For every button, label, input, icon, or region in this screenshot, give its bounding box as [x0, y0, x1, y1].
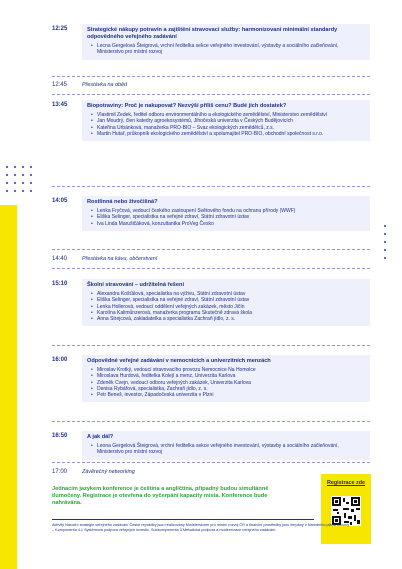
divider [52, 462, 370, 463]
divider [52, 268, 370, 269]
session-title: Strategické nákupy potravin a zajištění stravovací služby: harmonizovaní minimální standardy odpovědného veřejného zadávání [87, 27, 338, 40]
speaker-item: • Denisa Rybářová, specialistka, Zachraň jídlo, z. s. [87, 386, 365, 392]
speaker-item: • Lenka Hollerová, vedoucí oddělení veřejných zakázek, město Jičín [87, 304, 365, 310]
session-block [82, 196, 370, 231]
registration-link[interactable]: Registrace zde [326, 480, 366, 486]
time-label: 15:10 [52, 281, 68, 287]
time-label: 16:00 [52, 357, 68, 363]
session-block [82, 431, 370, 460]
speaker-item: • Karolína Kalimůnzerová, manažerka programu Skutečně zdravá škola [87, 310, 365, 316]
qr-code-icon[interactable] [331, 496, 361, 526]
time-label: 12:45 [52, 82, 68, 88]
speaker-item: • Leona Gergelová Šteigrová, vrchní ředitelka sekce veřejného investování, výstavby a sociálního začleňování, Ministerstvo pro místní rozvoj [87, 443, 365, 456]
speaker-item: • Lecna Gergelová Šteigrová, vrchní ředitelka sekce veřejného investování, výstavby a sociálního začleňování, Ministerstvo pro místní rozvoj [87, 43, 365, 56]
speaker-item: • Iva Linda Marušičáková, konzultantka ProVeg Česko [87, 221, 365, 227]
speaker-item: • Jan Moudrý, člen katedry agroekosystémů, Jihočeská univerzita v Českých Budějovicích [87, 118, 365, 124]
speaker-item: • Alexandra Košťálová, specialistka na výživu, Státní zdravotní ústav [87, 291, 365, 297]
speaker-item: • Anna Strejcová, zakladatelka a specialistka Zachraň jídlo, z. s. [87, 316, 365, 322]
speaker-item: • Zdeněk Cvejn, vedoucí odboru veřejných zakázek, Univerzita Karlova [87, 380, 365, 386]
speaker-item: • Petr Beneš, investor, Západočeská univerzita v Plzni [87, 392, 365, 398]
speaker-item: • Kateřina Urbánková, manažerka PRO-BIO – Svaz ekologických zemědělců, z.s. [87, 125, 365, 131]
speaker-item: • Martin Hutař, průkopník ekologického zemědělství a spolumajitel PRO-BIO, obchodní společnost s.r.o. [87, 131, 365, 137]
speaker-item: • Eliška Selinger, specialistka na veřejné zdraví, Státní zdravotní ústav [87, 214, 365, 220]
speaker-item: • Eliška Selinger, specialistka na veřejné zdraví, Státní zdravotní ústav [87, 297, 365, 303]
divider [52, 421, 370, 422]
session-title: Školní stravování – udržitelná řešení [87, 282, 184, 288]
session-block [82, 24, 370, 60]
divider [52, 519, 314, 520]
speaker-item: • Miroslava Hurdová, ředitelka Kolejí a menz, Univerzita Karlova [87, 373, 365, 379]
time-label: 17:00 [52, 469, 68, 475]
break-label: Přestávka na oběd [82, 82, 127, 88]
decorative-yellow-bar [0, 205, 17, 569]
session-title: A jak dál? [87, 434, 114, 440]
time-label: 16:50 [52, 433, 68, 439]
speaker-item: • Lenka Fryčová, vedoucí českého zastoupení Světového fondu na ochranu přírody (WWF) [87, 208, 365, 214]
session-title: Rostlinná nebo živočišná? [87, 199, 158, 205]
disclaimer-text: Aktivity Národní strategie veřejného zadávání České republiky jsou realizovány Ministerstvem pro místní rozvoj ČR a finanční prostředky jsou čerpány z Národního plánu obnovy – Komponenta 4.1 Systémová podpora veřejných investic, Subkomponenta 3 Metodická podpora a modernizace veřejného zadávání. [52, 523, 350, 532]
break-label: Přestávka na kávu, občerstvení [82, 256, 158, 262]
speaker-item: • Vlastimil Zedek, ředitel odboru environmentálního a ekologického zemědělství, Ministerstvo zemědělství [87, 112, 365, 118]
divider [52, 94, 370, 95]
divider [52, 186, 370, 187]
time-label: 13:45 [52, 102, 68, 108]
session-block [82, 279, 370, 326]
registration-box[interactable] [321, 474, 371, 544]
divider [52, 249, 370, 250]
divider [52, 76, 370, 77]
footer-note: Jednacím jazykem konference je čeština a angličtina, případný budou simultánně tlumočeny. Registrace je otevřena do vyčerpání kapacity místa. Konference bude nahrávána. [52, 486, 269, 507]
session-block [82, 100, 370, 141]
time-label: 14:05 [52, 198, 68, 204]
time-label: 12:25 [52, 26, 68, 32]
networking-label: Závěrečný networking [82, 469, 135, 475]
divider [52, 345, 370, 346]
session-block [82, 355, 370, 402]
speaker-item: • Miroslav Krotký, vedoucí stravovacího provozu Nemocnice Na Homolce [87, 367, 365, 373]
time-label: 14:40 [52, 256, 68, 262]
session-title: Biopotraviny: Proč je nakupovat? Nezvýší příliš cenu? Budé jich dostatek? [87, 103, 287, 109]
session-title: Odpovědné veřejné zadávání v nemocnicích a univerzitních menzách [87, 358, 271, 364]
